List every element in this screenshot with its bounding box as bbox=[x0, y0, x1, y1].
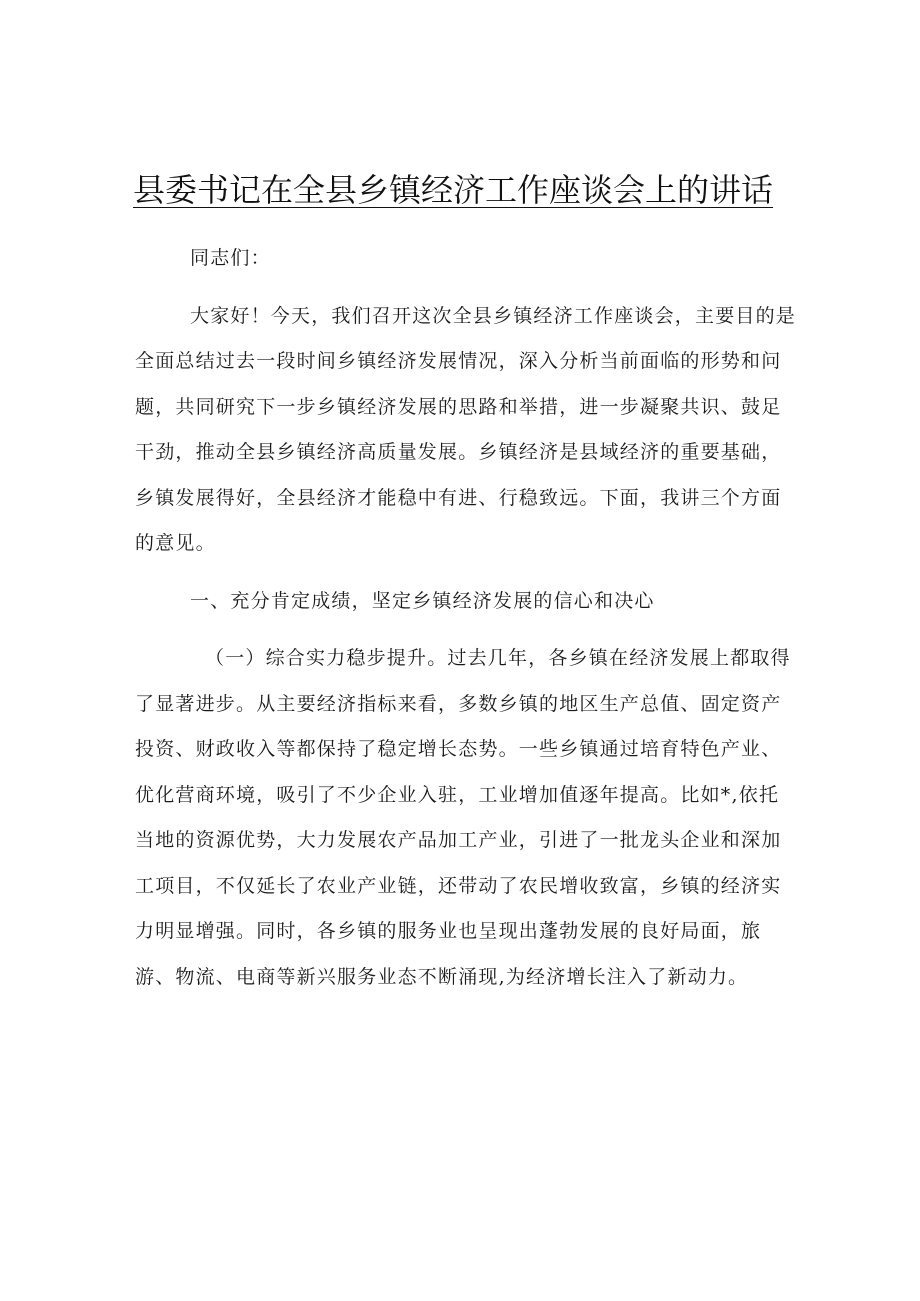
paragraph-line: 投资、财政收入等都保持了稳定增长态势。一些乡镇通过培育特色产业、 bbox=[135, 738, 782, 760]
paragraph-line: 题，共同研究下一步乡镇经济发展的思路和举措，进一步凝聚共识、鼓足 bbox=[135, 395, 782, 418]
document-title: 县委书记在全县乡镇经济工作座谈会上的讲话 bbox=[133, 171, 774, 209]
subsection-paragraph-1 bbox=[135, 636, 795, 1000]
section-heading-line: 一、充分肯定成绩，坚定乡镇经济发展的信心和决心 bbox=[190, 589, 655, 612]
paragraph-line: 了显著进步。从主要经济指标来看，多数乡镇的地区生产总值、固定资产 bbox=[135, 692, 782, 715]
paragraph-line: 优化营商环境，吸引了不少企业入驻，工业增加值逐年提高。比如*,依托 bbox=[135, 783, 780, 806]
paragraph-line: 乡镇发展得好，全县经济才能稳中有进、行稳致远。下面，我讲三个方面 bbox=[135, 486, 782, 509]
section-heading-1 bbox=[135, 579, 795, 625]
paragraph-line: 大家好！今天，我们召开这次全县乡镇经济工作座谈会，主要目的是 bbox=[190, 304, 797, 327]
salutation bbox=[135, 236, 795, 282]
paragraph-line: 工项目，不仅延长了农业产业链，还带动了农民增收致富，乡镇的经济实 bbox=[135, 874, 782, 897]
paragraph-line: 的意见。 bbox=[135, 532, 216, 554]
paragraph-line: 游、物流、电商等新兴服务业态不断涌现,为经济增长注入了新动力。 bbox=[135, 965, 749, 988]
document-body bbox=[135, 236, 795, 1000]
salutation-line: 同志们： bbox=[190, 247, 271, 269]
paragraph-line: 全面总结过去一段时间乡镇经济发展情况，深入分析当前面临的形势和问 bbox=[135, 350, 782, 372]
intro-paragraph bbox=[135, 294, 795, 567]
paragraph-line: 干劲，推动全县乡镇经济高质量发展。乡镇经济是县域经济的重要基础， bbox=[135, 441, 782, 463]
paragraph-line: （一）综合实力稳步提升。过去几年，各乡镇在经济发展上都取得 bbox=[205, 647, 791, 669]
paragraph-line: 当地的资源优势，大力发展农产品加工产业，引进了一批龙头企业和深加 bbox=[135, 829, 782, 851]
paragraph-line: 力明显增强。同时，各乡镇的服务业也呈现出蓬勃发展的良好局面，旅 bbox=[135, 920, 762, 942]
